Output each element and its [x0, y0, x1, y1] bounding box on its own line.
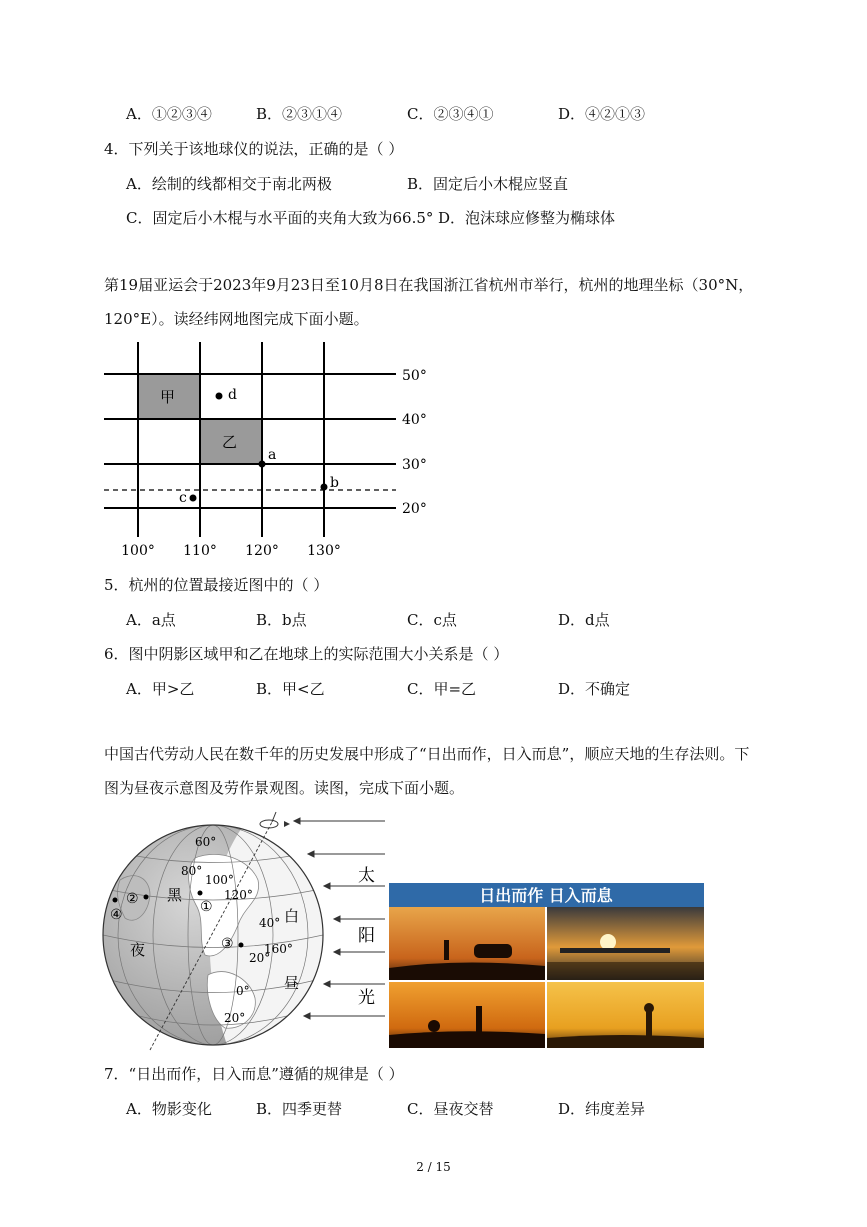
lat-label-40: 40° [402, 412, 427, 428]
q6-option-a: A．甲>乙 [126, 680, 195, 698]
point-c-label: c [179, 490, 187, 506]
photo-title: 日出而作 日入而息 [479, 886, 613, 905]
q4-stem: 4．下列关于该地球仪的说法，正确的是（ ） [104, 140, 404, 158]
lat-label-20: 20° [402, 501, 427, 517]
marker-1: ① [200, 899, 213, 915]
globe-label-160: 160° [264, 942, 293, 956]
day-char-1: 白 [284, 907, 300, 925]
q5-option-d: D．d点 [558, 611, 610, 629]
q5-option-a: A．a点 [126, 611, 176, 629]
night-char-1: 黑 [167, 886, 183, 904]
q3-option-d: D．④②①③ [558, 105, 646, 123]
lon-label-100: 100° [121, 543, 155, 559]
q4-option-a: A．绘制的线都相交于南北两极 [126, 175, 332, 193]
sun-char-2: 阳 [358, 926, 375, 946]
sun-char-3: 光 [358, 988, 375, 1008]
point-b-label: b [330, 475, 339, 491]
point-a-label: a [268, 447, 277, 463]
q5-stem: 5．杭州的位置最接近图中的（ ） [104, 576, 329, 594]
q7-option-a: A．物影变化 [126, 1100, 212, 1118]
q7-option-b: B．四季更替 [256, 1100, 343, 1118]
page-number: 2 / 15 [416, 1160, 451, 1174]
lon-label-130: 130° [307, 543, 341, 559]
globe-label-40: 40° [259, 916, 281, 930]
sun-char-1: 太 [358, 866, 375, 886]
q3-option-b: B．②③①④ [256, 105, 343, 123]
globe-label-80: 80° [181, 864, 203, 878]
q6-stem: 6．图中阴影区域甲和乙在地球上的实际范围大小关系是（ ） [104, 645, 509, 663]
q5-option-b: B．b点 [256, 611, 307, 629]
q4-option-d: D．泡沫球应修整为椭球体 [438, 209, 616, 227]
q3-option-a: A．①②③④ [126, 105, 212, 123]
q6-option-c: C．甲=乙 [407, 680, 477, 698]
region-jia-label: 甲 [160, 388, 176, 406]
region-yi-label: 乙 [222, 433, 238, 451]
q5-option-c: C．c点 [407, 611, 457, 629]
marker-3: ③ [221, 936, 234, 952]
lat-label-50: 50° [402, 368, 427, 384]
globe-label-0: 0° [236, 984, 250, 998]
q7-option-d: D．纬度差异 [558, 1100, 646, 1118]
lon-label-120: 120° [245, 543, 279, 559]
intro-asian-games: 第19届亚运会于2023年9月23日至10月8日在我国浙江省杭州市举行，杭州的地理坐标（30°N，120°E）。读经纬网地图完成下面小题。 [104, 276, 754, 328]
q7-option-c: C．昼夜交替 [407, 1100, 494, 1118]
q4-option-b: B．固定后小木棍应竖直 [407, 175, 569, 193]
globe-label-100: 100° [205, 873, 234, 887]
marker-2: ② [126, 891, 139, 907]
q6-option-b: B．甲<乙 [256, 680, 325, 698]
intro-sunrise-work: 中国古代劳动人民在数千年的历史发展中形成了“日出而作，日入而息”，顺应天地的生存法则。下图为昼夜示意图及劳作景观图。读图，完成下面小题。 [104, 745, 750, 797]
marker-4: ④ [110, 907, 123, 923]
globe-label-120: 120° [224, 888, 253, 902]
globe-label-20s: 20° [224, 1011, 246, 1025]
globe-label-20n: 20° [249, 951, 271, 965]
day-char-2: 昼 [284, 974, 300, 992]
q6-option-d: D．不确定 [558, 680, 631, 698]
lat-label-30: 30° [402, 457, 427, 473]
globe-label-60: 60° [195, 835, 217, 849]
q4-option-c: C．固定后小木棍与水平面的夹角大致为66.5° [126, 209, 434, 227]
lon-label-110: 110° [183, 543, 217, 559]
q3-option-c: C．②③④① [407, 105, 494, 123]
night-char-2: 夜 [130, 941, 146, 959]
q7-stem: 7．“日出而作，日入而息”遵循的规律是（ ） [104, 1065, 404, 1083]
point-d-label: d [228, 387, 237, 403]
